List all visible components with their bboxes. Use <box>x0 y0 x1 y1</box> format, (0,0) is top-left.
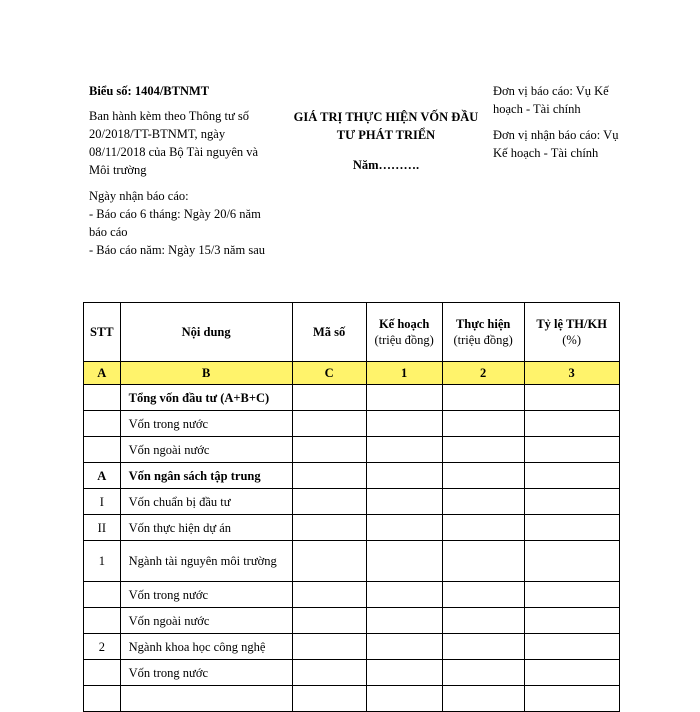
reporting-unit: Đơn vị báo cáo: Vụ Kế hoạch - Tài chính <box>493 84 609 116</box>
row-content-cell: Ngành tài nguyên môi trường <box>120 541 292 582</box>
row-ratio-cell <box>524 385 619 411</box>
table-row <box>84 608 620 634</box>
header-stt: STT <box>84 303 121 362</box>
table-row <box>84 385 620 411</box>
row-ratio-cell <box>524 463 619 489</box>
index-cell: 3 <box>524 362 619 385</box>
row-code-cell <box>292 489 366 515</box>
index-cell: 1 <box>366 362 442 385</box>
index-cell: B <box>120 362 292 385</box>
row-code-cell <box>292 686 366 712</box>
header-plan-label: Kế hoạch <box>378 317 430 331</box>
header-ratio-label: Tỷ lệ TH/KH <box>536 317 607 331</box>
row-actual-cell <box>442 686 524 712</box>
index-cell: C <box>292 362 366 385</box>
row-content-cell: Ngành khoa học công nghệ <box>120 634 292 660</box>
receive-date-label: Ngày nhận báo cáo: <box>89 189 189 203</box>
row-stt-cell: I <box>84 489 121 515</box>
row-actual-cell <box>442 385 524 411</box>
right-header <box>493 82 628 162</box>
row-stt-cell <box>84 385 121 411</box>
header-plan <box>366 303 442 362</box>
row-actual-cell <box>442 634 524 660</box>
row-actual-cell <box>442 660 524 686</box>
row-stt-cell <box>84 686 121 712</box>
row-content-cell: Vốn trong nước <box>120 411 292 437</box>
report-table <box>83 302 620 712</box>
table-row <box>84 582 620 608</box>
row-stt-cell: 2 <box>84 634 121 660</box>
row-plan-cell <box>366 385 442 411</box>
index-cell: A <box>84 362 121 385</box>
table-index-row <box>84 362 620 385</box>
row-stt-cell: 1 <box>84 541 121 582</box>
header-actual <box>442 303 524 362</box>
row-actual-cell <box>442 541 524 582</box>
row-plan-cell <box>366 411 442 437</box>
row-stt-cell: II <box>84 515 121 541</box>
row-code-cell <box>292 437 366 463</box>
row-ratio-cell <box>524 660 619 686</box>
row-ratio-cell <box>524 608 619 634</box>
row-actual-cell <box>442 489 524 515</box>
row-code-cell <box>292 582 366 608</box>
row-stt-cell: A <box>84 463 121 489</box>
row-content-cell: Vốn chuẩn bị đầu tư <box>120 489 292 515</box>
row-stt-cell <box>84 582 121 608</box>
left-header <box>89 82 279 259</box>
row-ratio-cell <box>524 686 619 712</box>
table-row <box>84 515 620 541</box>
header-actual-unit: (triệu đồng) <box>453 333 513 347</box>
row-actual-cell <box>442 608 524 634</box>
row-plan-cell <box>366 634 442 660</box>
row-code-cell <box>292 411 366 437</box>
row-plan-cell <box>366 515 442 541</box>
row-content-cell: Vốn ngân sách tập trung <box>120 463 292 489</box>
row-plan-cell <box>366 437 442 463</box>
header-ratio <box>524 303 619 362</box>
table-row <box>84 541 620 582</box>
header-ratio-unit: (%) <box>562 333 582 347</box>
table-row <box>84 489 620 515</box>
header-code: Mã số <box>292 303 366 362</box>
row-plan-cell <box>366 463 442 489</box>
table-row <box>84 634 620 660</box>
header-plan-unit: (triệu đồng) <box>374 333 434 347</box>
report-title: GIÁ TRỊ THỰC HIỆN VỐN ĐẦU TƯ PHÁT TRIỂN <box>293 110 479 142</box>
row-ratio-cell <box>524 515 619 541</box>
row-code-cell <box>292 515 366 541</box>
row-ratio-cell <box>524 582 619 608</box>
receive-date-6-months: - Báo cáo 6 tháng: Ngày 20/6 năm báo cáo <box>89 207 261 239</box>
row-content-cell: Vốn ngoài nước <box>120 608 292 634</box>
row-code-cell <box>292 608 366 634</box>
row-stt-cell <box>84 608 121 634</box>
receive-date-annual: - Báo cáo năm: Ngày 15/3 năm sau <box>89 243 265 257</box>
row-plan-cell <box>366 660 442 686</box>
row-ratio-cell <box>524 634 619 660</box>
row-plan-cell <box>366 686 442 712</box>
row-actual-cell <box>442 515 524 541</box>
row-plan-cell <box>366 541 442 582</box>
receiving-unit: Đơn vị nhận báo cáo: Vụ Kế hoạch - Tài chính <box>493 128 619 160</box>
row-ratio-cell <box>524 489 619 515</box>
row-code-cell <box>292 660 366 686</box>
row-ratio-cell <box>524 541 619 582</box>
row-code-cell <box>292 463 366 489</box>
row-content-cell: Tổng vốn đầu tư (A+B+C) <box>120 385 292 411</box>
report-year: Năm………. <box>352 158 420 172</box>
row-ratio-cell <box>524 411 619 437</box>
table-row <box>84 437 620 463</box>
table-row <box>84 463 620 489</box>
row-actual-cell <box>442 463 524 489</box>
row-code-cell <box>292 634 366 660</box>
header-actual-label: Thực hiện <box>455 317 511 331</box>
row-stt-cell <box>84 437 121 463</box>
table-row <box>84 660 620 686</box>
row-stt-cell <box>84 660 121 686</box>
row-content-cell: Vốn thực hiện dự án <box>120 515 292 541</box>
table-row <box>84 686 620 712</box>
row-actual-cell <box>442 437 524 463</box>
row-plan-cell <box>366 608 442 634</box>
row-code-cell <box>292 385 366 411</box>
table-header-row <box>84 303 620 362</box>
row-plan-cell <box>366 489 442 515</box>
row-content-cell: Vốn trong nước <box>120 660 292 686</box>
row-content-cell: Vốn trong nước <box>120 582 292 608</box>
report-title-block <box>286 108 486 174</box>
index-cell: 2 <box>442 362 524 385</box>
row-plan-cell <box>366 582 442 608</box>
row-actual-cell <box>442 411 524 437</box>
header-content: Nội dung <box>120 303 292 362</box>
issued-with-text: Ban hành kèm theo Thông tư số 20/2018/TT-BTNMT, ngày 08/11/2018 của Bộ Tài nguyên và Môi trường <box>89 109 259 177</box>
row-content-cell <box>120 686 292 712</box>
form-code: Biểu số: 1404/BTNMT <box>89 84 210 98</box>
row-code-cell <box>292 541 366 582</box>
row-actual-cell <box>442 582 524 608</box>
row-ratio-cell <box>524 437 619 463</box>
row-stt-cell <box>84 411 121 437</box>
row-content-cell: Vốn ngoài nước <box>120 437 292 463</box>
table-row <box>84 411 620 437</box>
